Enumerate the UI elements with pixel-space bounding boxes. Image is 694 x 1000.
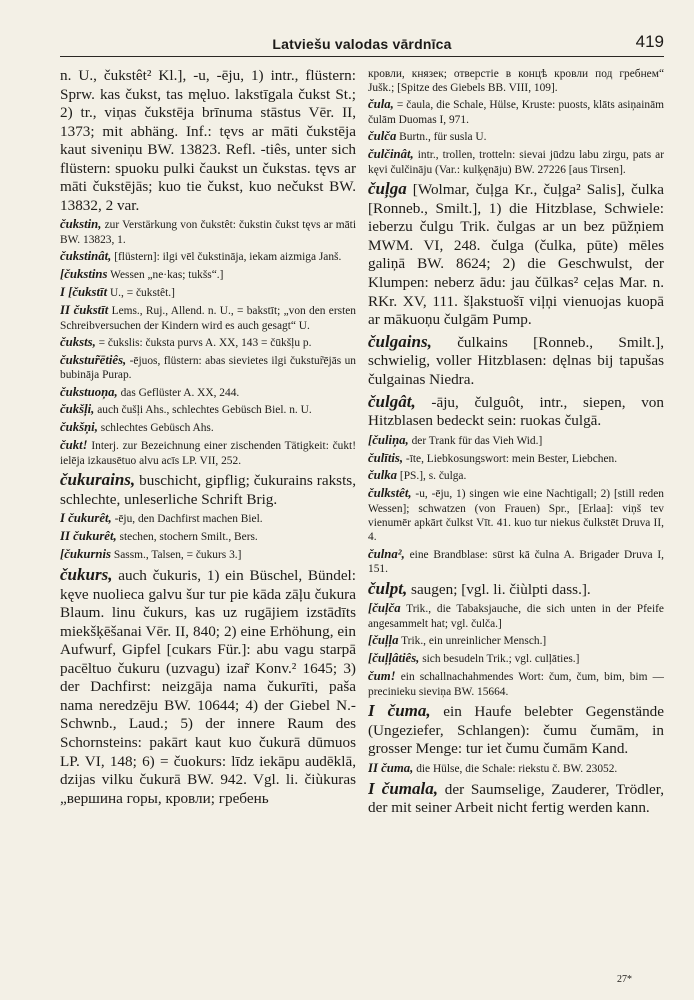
dictionary-entry	[368, 332, 664, 390]
dictionary-entry	[368, 486, 664, 544]
entry-headword: I [čukstīt	[60, 285, 108, 299]
entry-headword: čuļga	[368, 179, 407, 199]
entry-headword: čukt!	[60, 438, 88, 453]
dictionary-entry	[368, 633, 664, 649]
entry-headword: čum!	[368, 668, 396, 683]
dictionary-entry	[60, 335, 356, 351]
dictionary-entry	[60, 529, 356, 545]
entry-headword: čulpt,	[368, 578, 408, 598]
entry-text: [Wolmar, čuļga Kr., čuļga² Salis], čulka [Ronneb., Smilt.], 1) die Hitzblase, Schwiele: ieberzu čulgu Trik. čulgas ar un bez pūžņiem MWM. VI, 248. čulga (čulka, pūte) mēles galiņā BW. 8624; 2) die Geschwulst, der Klumpen: neberz ādu: jau čūlkas² ceļas Mar. n. RKr. XV, 111. šļakstuošī viļņi vienuojas kuopā ar mākuoņu čulgām Pump.	[368, 181, 664, 329]
entry-text: auch čukuris, 1) ein Büschel, Bündel: kęve nuolieca galvu šur tur pie kāda zāļu čukura Blaum. linu čukurs, kas uz rugājiem izstādīts miekšķēšanai Vēr. II, 840; 2) eine Erhöhung, ein Aufwurf, Gipfel [cukars Für.]: abu vagu starpā pacēltuo čukuru (uzvagu) izar̃ Konv.² 1645; 3) der Dachfirst: neizgāja nama čukurīti, paša nama neredzēju BW. 10644; 4) der Giebel N.-Schwnb., Laud.; 5) der innere Raum des Schornsteins: pakārt kaut kuo čukurā dūmuos LP. VI, 148; 6) = čuokurs: līdz iekāpu audēklā, dzijas vilku čukurā BW. 942. Vgl. li. čiùkuras „вершина горы, кровли; гребень	[60, 566, 356, 807]
entry-headword: čulkstêt,	[368, 486, 412, 501]
entry-text: Sassm., Talsen, = čukurs 3.]	[111, 549, 242, 562]
entry-text: -ēju, den Dachfirst machen Biel.	[111, 513, 263, 526]
entry-headword: čulna²,	[368, 546, 405, 561]
dictionary-entry	[60, 385, 356, 401]
dictionary-entry	[368, 97, 664, 127]
entry-text: intr., trollen, trotteln: sievai jūdzu labu zirgu, pats ar kęvi čulčināju (Var.: kulķęnāju) BW. 27226 [aus Tirsen].	[368, 149, 664, 176]
entry-headword: [čuļļa	[368, 633, 399, 648]
dictionary-entry	[60, 353, 356, 383]
entry-headword: I čumala,	[368, 778, 439, 798]
entry-headword: čukurs,	[60, 564, 113, 584]
entry-headword: čulītis,	[368, 450, 404, 465]
entry-text: -īte, Liebkosungswort: mein Bester, Liebchen.	[403, 452, 618, 465]
entry-headword: čulka	[368, 468, 398, 483]
entry-headword: čukšņi,	[60, 420, 98, 435]
dictionary-entry	[60, 420, 356, 436]
left-column	[60, 67, 356, 820]
dictionary-entry	[60, 249, 356, 265]
columns	[60, 67, 664, 820]
running-head	[60, 30, 664, 57]
dictionary-entry	[60, 438, 356, 468]
right-column	[368, 67, 664, 820]
entry-text: schlechtes Gebüsch Ahs.	[97, 422, 214, 435]
entry-headword: [čuliņa,	[368, 432, 409, 447]
entry-headword: [čuļļâtiês,	[368, 651, 420, 666]
entry-headword: II čuma,	[368, 760, 414, 775]
entry-text: = čaula, die Schale, Hülse, Kruste: puosts, klāts asiņainām čulām Duomas I, 971.	[368, 99, 664, 127]
entry-headword: čukstuoņa,	[60, 384, 118, 399]
dictionary-entry	[368, 651, 664, 667]
entry-text: U., = čukstêt.]	[107, 287, 175, 299]
entry-text: ein Haufe belebter Gegenstände (Ungeziefer, Schlangen): čumu čumām, in grosser Menge: tur iet čumu čumām Kand.	[368, 702, 664, 758]
entry-text: [flüstern]: ilgi vēl čukstināja, iekam aizmiga Janš.	[111, 251, 342, 264]
dictionary-entry	[368, 547, 664, 577]
entry-headword: čulgains,	[368, 331, 432, 351]
dictionary-entry	[60, 402, 356, 418]
entry-text: Wessen „ne·kas; tukšs“.]	[107, 269, 224, 282]
entry-text: Interj. zur Bezeichnung einer zischenden Tätigkeit: čukt! ielēja izkausētuo alvu acīs LP. VII, 252.	[60, 440, 356, 467]
entry-text: -u, -ēju, 1) singen wie eine Nachtigall; 2) [still reden Wessen]; schwatzen (von Frauen) Spr., [Erlaa]: viņš tev vienumēr apkārt čulkst Vīt. 41. kuo tur niekus čulkstēt Druva II, 4.	[368, 488, 664, 544]
entry-text: saugen; [vgl. li. čiùlpti dass.].	[407, 580, 591, 598]
dictionary-entry	[368, 451, 664, 467]
dictionary-entry	[60, 67, 356, 215]
dictionary-entry	[368, 468, 664, 484]
entry-headword: čukstur̃ētiês,	[60, 352, 127, 367]
page-number: 419	[635, 32, 664, 51]
entry-headword: I čuma,	[368, 700, 431, 720]
entry-text: = čukslis: čuksta purvs A. XX, 143 = čūkšļu p.	[95, 336, 312, 349]
dictionary-entry	[60, 547, 356, 563]
dictionary-entry	[368, 67, 664, 95]
entry-text: -āju, čulguôt, intr., siepen, von Hitzblasen bedeckt sein: ruokas čulgā.	[368, 393, 664, 430]
entry-text: das Geflüster A. XX, 244.	[117, 386, 240, 399]
running-title: Latviešu valodas vārdnīca	[272, 36, 452, 52]
dictionary-entry	[368, 179, 664, 330]
entry-headword: [čukurnis	[60, 547, 112, 562]
dictionary-entry	[60, 470, 356, 509]
dictionary-entry	[368, 392, 664, 431]
entry-text: čulkains [Ronneb., Smilt.], schwielig, voller Hitzblasen: dęlnas bij tapušas čulgainas Niedra.	[368, 333, 664, 388]
dictionary-entry	[60, 565, 356, 808]
entry-headword: I čukurêt,	[60, 511, 112, 526]
entry-headword: čulgât,	[368, 391, 416, 411]
entry-headword: čukstin,	[60, 217, 102, 232]
entry-text: buschicht, gipflig; čukurains raksts, schlechte, unleserliche Schrift Brig.	[60, 472, 356, 508]
dictionary-entry	[368, 147, 664, 177]
entry-headword: čulča	[368, 129, 397, 144]
dictionary-entry	[60, 267, 356, 283]
dictionary-entry	[368, 129, 664, 145]
entry-headword: čula,	[368, 97, 394, 112]
entry-headword: čuksts,	[60, 334, 96, 349]
entry-text: -ējuos, flüstern: abas sievietes ilgi čukstur̃ējās un bubināja Purap.	[60, 354, 356, 382]
entry-text: auch čušļi Ahs., schlechtes Gebüsch Biel. n. U.	[94, 404, 312, 417]
dictionary-entry	[368, 669, 664, 699]
dictionary-entry	[60, 511, 356, 527]
dictionary-entry	[60, 303, 356, 333]
dictionary-entry	[368, 779, 664, 818]
entry-headword: čulčinât,	[368, 147, 414, 162]
entry-headword: čukstinât,	[60, 249, 112, 264]
entry-headword: II čukurêt,	[60, 529, 117, 544]
entry-text: кровли, князек; отверстiе в концѣ кровли под гребнем“ Jušk.; [Spitze des Giebels BB. VIII, 109].	[368, 68, 664, 95]
dictionary-entry	[368, 433, 664, 449]
entry-text: stechen, stochern Smilt., Bers.	[116, 531, 258, 544]
entry-text: n. U., čukstêt² Kl.], -u, -ēju, 1) intr., flüstern: Sprw. kas čukst, tas męluo. lakstīgala čukst St.; 2) tr., viņas čukstēja brīnuma stāstus Vēr. II, 1373; mit abhäng. Inf.: tęvs ar māti čukstēja kaut siveniņu BW. 13823. Refl. -tiês, unter sich flüstern: spuoku pulki čaukst un čukstas. tęvs ar māti čukstējās; kuo tie čukst, kuo nečukst BW. 13832, 2 var.	[60, 67, 356, 214]
entry-text: Burtn., für susla U.	[396, 131, 487, 144]
entry-text: eine Brandblase: sūrst kā čulna A. Brigader Druva I, 151.	[368, 548, 664, 576]
entry-headword: čukurains,	[60, 470, 136, 490]
entry-text: der Trank für das Vieh Wid.]	[408, 434, 543, 447]
entry-text: Trik., ein unreinlicher Mensch.]	[398, 635, 547, 648]
entry-text: Trik., die Tabaksjauche, die sich unten in der Pfeife angesammelt hat; vgl. čulča.]	[368, 603, 664, 631]
entry-text: zur Verstärkung von čukstêt: čukstin čukst tęvs ar māti BW. 13823, 1.	[60, 219, 356, 247]
dictionary-entry	[368, 579, 664, 600]
entry-text: sich besudeln Trik.; vgl. culļāties.]	[419, 653, 580, 666]
dictionary-entry	[60, 217, 356, 247]
entry-text: ein schallnachahmendes Wort: čum, čum, bim, bim — precinieku sieviņa BW. 15664.	[368, 670, 664, 698]
sheet-signature: 27*	[617, 974, 632, 985]
entry-headword: [čukstins	[60, 267, 108, 282]
entry-headword: čukšļi,	[60, 402, 95, 417]
entry-headword: II čukstīt	[60, 302, 109, 317]
entry-text: der Saumselige, Zauderer, Trödler, der mit seiner Arbeit nicht fertig werden kann.	[368, 780, 664, 817]
entry-text: die Hülse, die Schale: riekstu č. BW. 23052.	[413, 762, 618, 775]
entry-headword: [čuļča	[368, 601, 401, 616]
entry-text: Lems., Ruj., Allend. n. U., = bakstīt; „von den ersten Schreibversuchen der Kindern wird es auch gesagt“ U.	[60, 304, 356, 332]
dictionary-entry	[368, 701, 664, 759]
dictionary-entry	[368, 601, 664, 631]
entry-text: [PS.], s. čulga.	[397, 470, 467, 483]
dictionary-entry	[60, 285, 356, 301]
dictionary-entry	[368, 761, 664, 777]
